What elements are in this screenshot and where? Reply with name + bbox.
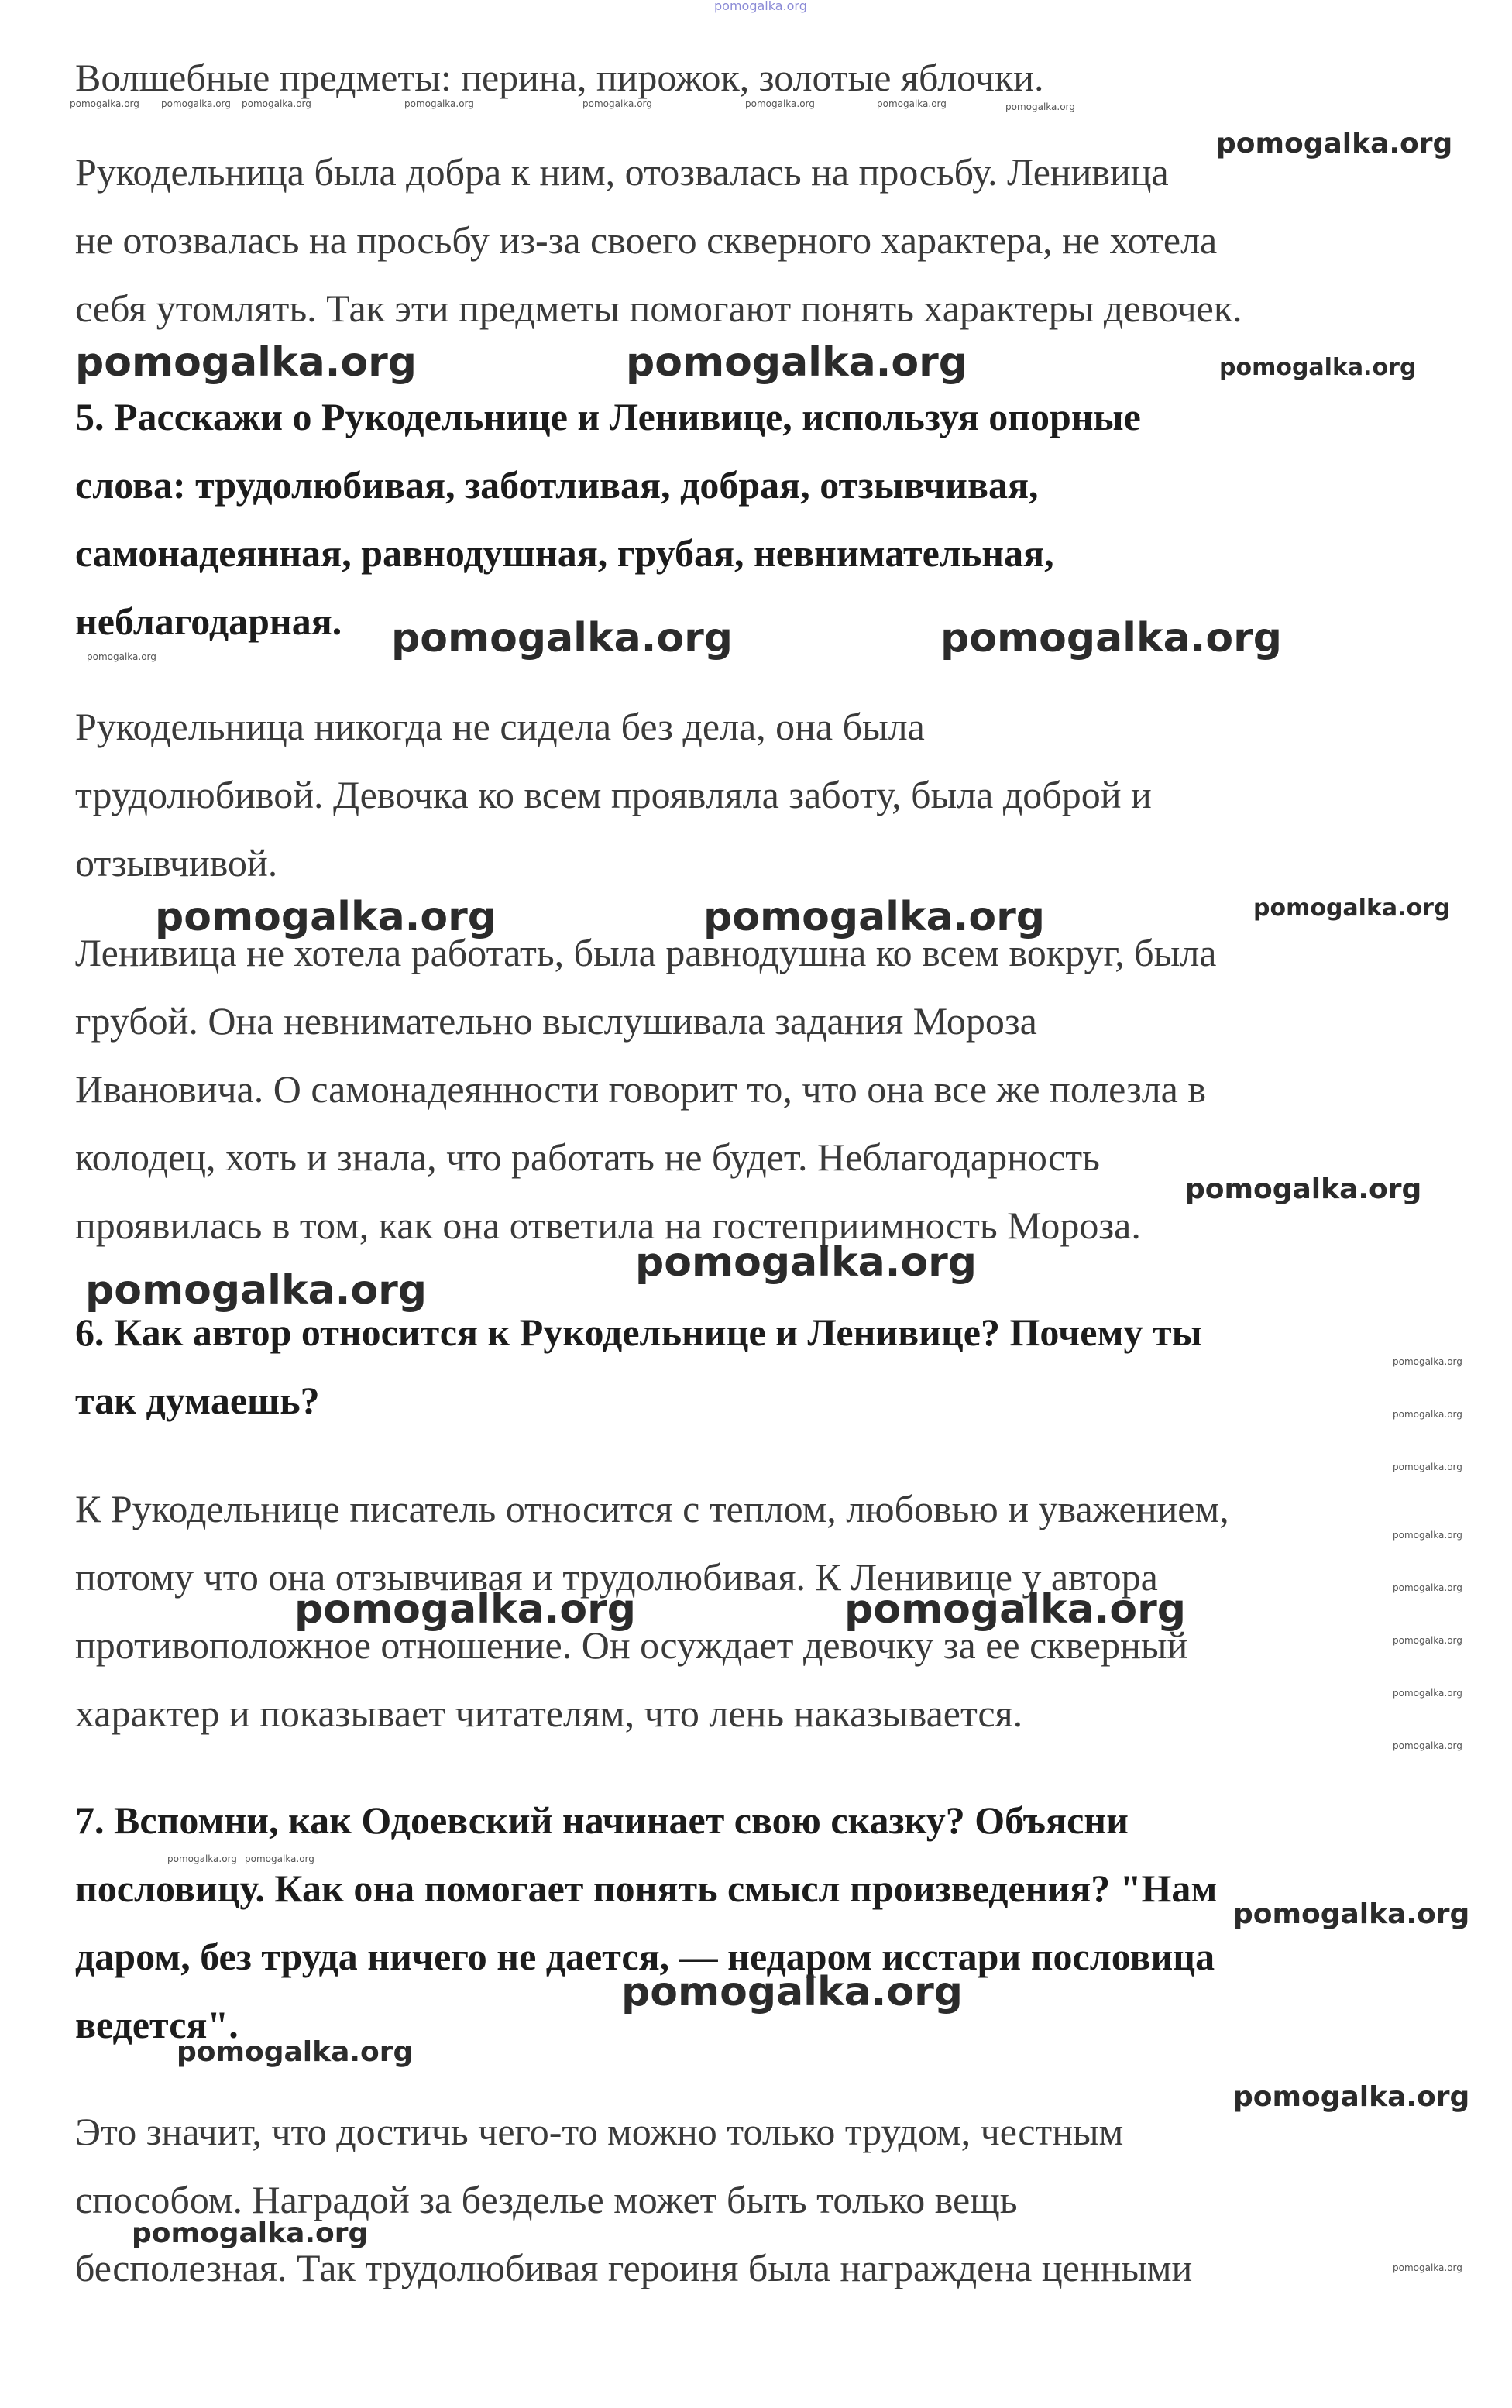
paragraph-line: К Рукодельнице писатель относится с теплом, любовью и уважением,: [75, 1487, 1229, 1530]
paragraph-line: отзывчивой.: [75, 841, 278, 885]
watermark: pomogalka.org: [1233, 2081, 1470, 2113]
watermark: pomogalka.org: [1393, 1635, 1462, 1646]
paragraph-line: бесполезная. Так трудолюбивая героиня была награждена ценными: [75, 2246, 1193, 2289]
watermark: pomogalka.org: [1216, 128, 1453, 160]
watermark: pomogalka.org: [155, 894, 497, 940]
watermark: pomogalka.org: [245, 1853, 314, 1864]
watermark: pomogalka.org: [75, 339, 418, 386]
paragraph-line: Это значит, что достичь чего-то можно только трудом, честным: [75, 2110, 1124, 2153]
watermark: pomogalka.org: [1219, 354, 1417, 381]
watermark: pomogalka.org: [1393, 1688, 1462, 1699]
watermark: pomogalka.org: [167, 1853, 237, 1864]
paragraph-line: противоположное отношение. Он осуждает девочку за ее скверный: [75, 1623, 1188, 1667]
watermark: pomogalka.org: [1393, 1409, 1462, 1420]
paragraph-line: себя утомлять. Так эти предметы помогают понять характеры девочек.: [75, 287, 1242, 330]
watermark: pomogalka.org: [404, 98, 474, 109]
watermark: pomogalka.org: [177, 2036, 414, 2068]
watermark: pomogalka.org: [1393, 1356, 1462, 1367]
watermark: pomogalka.org: [1393, 2262, 1462, 2273]
question-line: так думаешь?: [75, 1379, 320, 1422]
watermark: pomogalka.org: [161, 98, 231, 109]
question-line: неблагодарная.: [75, 599, 342, 643]
paragraph-line: потому что она отзывчивая и трудолюбивая. К Ленивице у автора: [75, 1555, 1158, 1599]
paragraph-line: колодец, хоть и знала, что работать не будет. Неблагодарность: [75, 1135, 1100, 1179]
question-line: слова: трудолюбивая, заботливая, добрая, отзывчивая,: [75, 463, 1039, 507]
watermark: pomogalka.org: [1393, 1740, 1462, 1751]
paragraph-line: проявилась в том, как она ответила на гостеприимность Мороза.: [75, 1204, 1141, 1247]
watermark: pomogalka.org: [1233, 1898, 1470, 1930]
watermark: pomogalka.org: [844, 1586, 1187, 1633]
paragraph-line: Ивановича. О самонадеянности говорит то, что она все же полезла в: [75, 1067, 1206, 1111]
paragraph-line: Рукодельница была добра к ним, отозвалась на просьбу. Ленивица: [75, 150, 1169, 194]
watermark: pomogalka.org: [1393, 1530, 1462, 1541]
watermark: pomogalka.org: [391, 615, 734, 661]
paragraph-line: Рукодельница никогда не сидела без дела, она была: [75, 705, 925, 748]
question-line: даром, без труда ничего не дается, — недаром исстари пословица: [75, 1935, 1215, 1978]
watermark: pomogalka.org: [1253, 895, 1451, 922]
watermark: pomogalka.org: [1005, 101, 1075, 112]
watermark: pomogalka.org: [703, 894, 1046, 940]
paragraph-line: трудолюбивой. Девочка ко всем проявляла заботу, была доброй и: [75, 773, 1152, 816]
paragraph-line: не отозвалась на просьбу из-за своего скверного характера, не хотела: [75, 218, 1218, 262]
question-line: 5. Расскажи о Рукодельнице и Ленивице, используя опорные: [75, 395, 1141, 438]
paragraph-line: характер и показывает читателям, что лень наказывается.: [75, 1692, 1023, 1735]
question-line: 7. Вспомни, как Одоевский начинает свою сказку? Объясни: [75, 1798, 1129, 1842]
question-line: 6. Как автор относится к Рукодельнице и Ленивице? Почему ты: [75, 1310, 1202, 1354]
watermark: pomogalka.org: [745, 98, 815, 109]
watermark: pomogalka.org: [1185, 1173, 1422, 1205]
watermark: pomogalka.org: [242, 98, 311, 109]
paragraph-line: способом. Наградой за безделье может быть только вещь: [75, 2178, 1018, 2221]
watermark: pomogalka.org: [714, 0, 807, 13]
watermark: pomogalka.org: [1393, 1462, 1462, 1472]
watermark: pomogalka.org: [877, 98, 947, 109]
watermark: pomogalka.org: [85, 1267, 428, 1314]
watermark: pomogalka.org: [87, 651, 156, 662]
watermark: pomogalka.org: [940, 615, 1283, 661]
watermark: pomogalka.org: [132, 2217, 369, 2249]
watermark: pomogalka.org: [294, 1586, 637, 1633]
watermark: pomogalka.org: [582, 98, 652, 109]
watermark: pomogalka.org: [1393, 1582, 1462, 1593]
watermark: pomogalka.org: [70, 98, 139, 109]
question-line: ведется".: [75, 2003, 239, 2046]
question-line: самонадеянная, равнодушная, грубая, невнимательная,: [75, 531, 1054, 575]
paragraph-line: Волшебные предметы: перина, пирожок, золотые яблочки.: [75, 56, 1044, 99]
watermark: pomogalka.org: [635, 1239, 978, 1286]
watermark: pomogalka.org: [626, 339, 968, 386]
paragraph-line: грубой. Она невнимательно выслушивала задания Мороза: [75, 999, 1037, 1043]
question-line: пословицу. Как она помогает понять смысл произведения? "Нам: [75, 1867, 1218, 1910]
paragraph-line: Ленивица не хотела работать, была равнодушна ко всем вокруг, была: [75, 931, 1217, 974]
watermark: pomogalka.org: [621, 1969, 964, 2015]
